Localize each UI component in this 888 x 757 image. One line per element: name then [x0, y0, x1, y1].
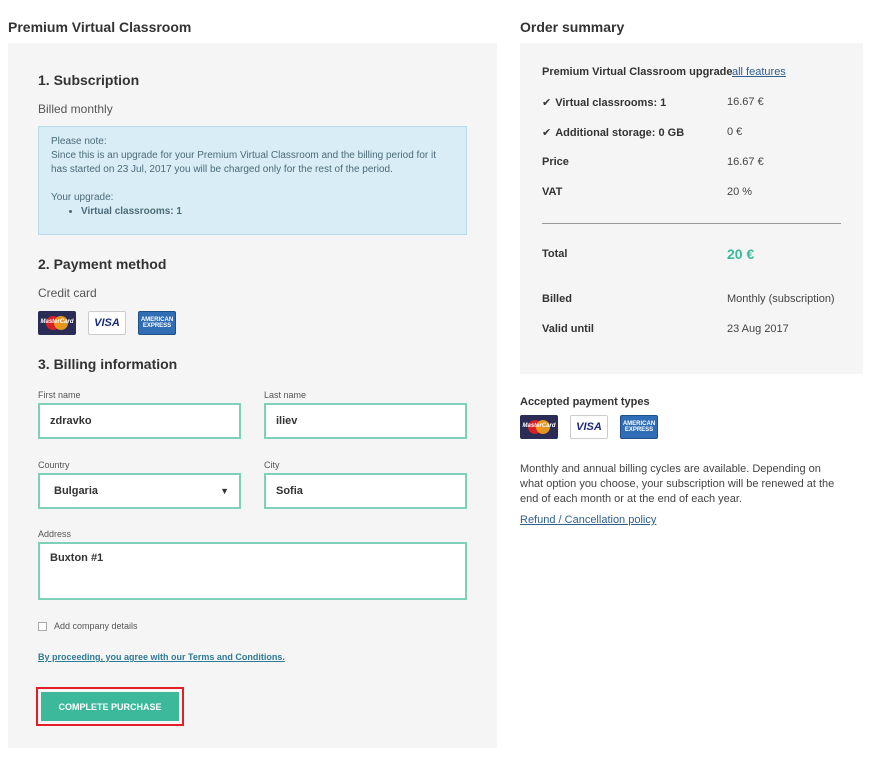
- company-details-checkbox[interactable]: [38, 622, 47, 631]
- company-details-label: Add company details: [54, 621, 138, 631]
- country-select[interactable]: [38, 473, 241, 509]
- last-name-field[interactable]: iliev: [264, 403, 467, 439]
- first-name-label: First name: [38, 390, 81, 400]
- billed-label: Billed: [542, 293, 572, 305]
- checkmark-icon: ✔: [542, 127, 552, 139]
- mastercard-icon: MasterCard: [520, 415, 558, 439]
- summary-value-storage: 0 €: [727, 126, 743, 138]
- order-summary-title: Order summary: [520, 19, 625, 35]
- summary-divider: [542, 223, 841, 224]
- page-title: Premium Virtual Classroom: [8, 19, 192, 35]
- all-features-link[interactable]: all features: [732, 66, 786, 78]
- payment-method-name: Credit card: [38, 286, 97, 300]
- city-label: City: [264, 460, 280, 470]
- accepted-payment-cards: [520, 415, 658, 439]
- complete-purchase-button[interactable]: COMPLETE PURCHASE: [41, 692, 179, 721]
- payment-cards: [38, 311, 176, 335]
- address-field[interactable]: Buxton #1: [38, 542, 467, 600]
- visa-icon: VISA: [88, 311, 126, 335]
- summary-row-storage: ✔ Additional storage: 0 GB: [542, 127, 685, 139]
- first-name-field[interactable]: zdravko: [38, 403, 241, 439]
- upgrade-item: • Virtual classrooms: 1: [81, 205, 454, 219]
- price-value: 16.67 €: [727, 156, 764, 168]
- mastercard-icon: MasterCard: [38, 311, 76, 335]
- amex-icon: AMERICAN EXPRESS: [620, 415, 658, 439]
- billed-value: Monthly (subscription): [727, 293, 835, 305]
- upgrade-label: Your upgrade:: [51, 192, 114, 203]
- billing-cycle-info: Monthly and annual billing cycles are available. Depending on what option you choose, your subscription will be renewed at the end of each month or at the end of each year.: [520, 463, 835, 505]
- price-label: Price: [542, 156, 569, 168]
- refund-policy-link[interactable]: Refund / Cancellation policy: [520, 514, 657, 526]
- summary-row-classrooms: ✔ Virtual classrooms: 1: [542, 97, 667, 109]
- last-name-label: Last name: [264, 390, 307, 400]
- subscription-heading: 1. Subscription: [38, 72, 140, 88]
- order-summary-panel: [520, 43, 863, 374]
- payment-method-heading: 2. Payment method: [38, 256, 167, 272]
- billing-frequency: Billed monthly: [38, 102, 113, 116]
- total-value: 20 €: [727, 246, 755, 262]
- amex-icon: AMERICAN EXPRESS: [138, 311, 176, 335]
- country-label: Country: [38, 460, 70, 470]
- checkout-form-panel: [8, 43, 497, 748]
- company-details-option[interactable]: [38, 621, 138, 631]
- valid-until-label: Valid until: [542, 323, 594, 335]
- valid-until-value: 23 Aug 2017: [727, 323, 789, 335]
- note-text: Since this is an upgrade for your Premium Virtual Classroom and the billing period for it has started on 23 Jul, 2017 you will be charged only for the rest of the period.: [51, 150, 436, 175]
- note-title: Please note:: [51, 136, 107, 147]
- total-label: Total: [542, 248, 568, 260]
- terms-link[interactable]: By proceeding, you agree with our Terms and Conditions.: [38, 652, 285, 662]
- accepted-payment-heading: Accepted payment types: [520, 396, 650, 408]
- billing-info-heading: 3. Billing information: [38, 356, 178, 372]
- summary-value-classrooms: 16.67 €: [727, 96, 764, 108]
- upgrade-note: [38, 126, 467, 235]
- address-label: Address: [38, 529, 72, 539]
- vat-label: VAT: [542, 186, 563, 198]
- visa-icon: VISA: [570, 415, 608, 439]
- vat-value: 20 %: [727, 186, 753, 198]
- country-value: Bulgaria: [54, 485, 99, 497]
- city-field[interactable]: Sofia: [264, 473, 467, 509]
- chevron-down-icon: ▼: [220, 486, 229, 496]
- checkmark-icon: ✔: [542, 97, 552, 109]
- product-name: Premium Virtual Classroom upgrade: [542, 66, 733, 78]
